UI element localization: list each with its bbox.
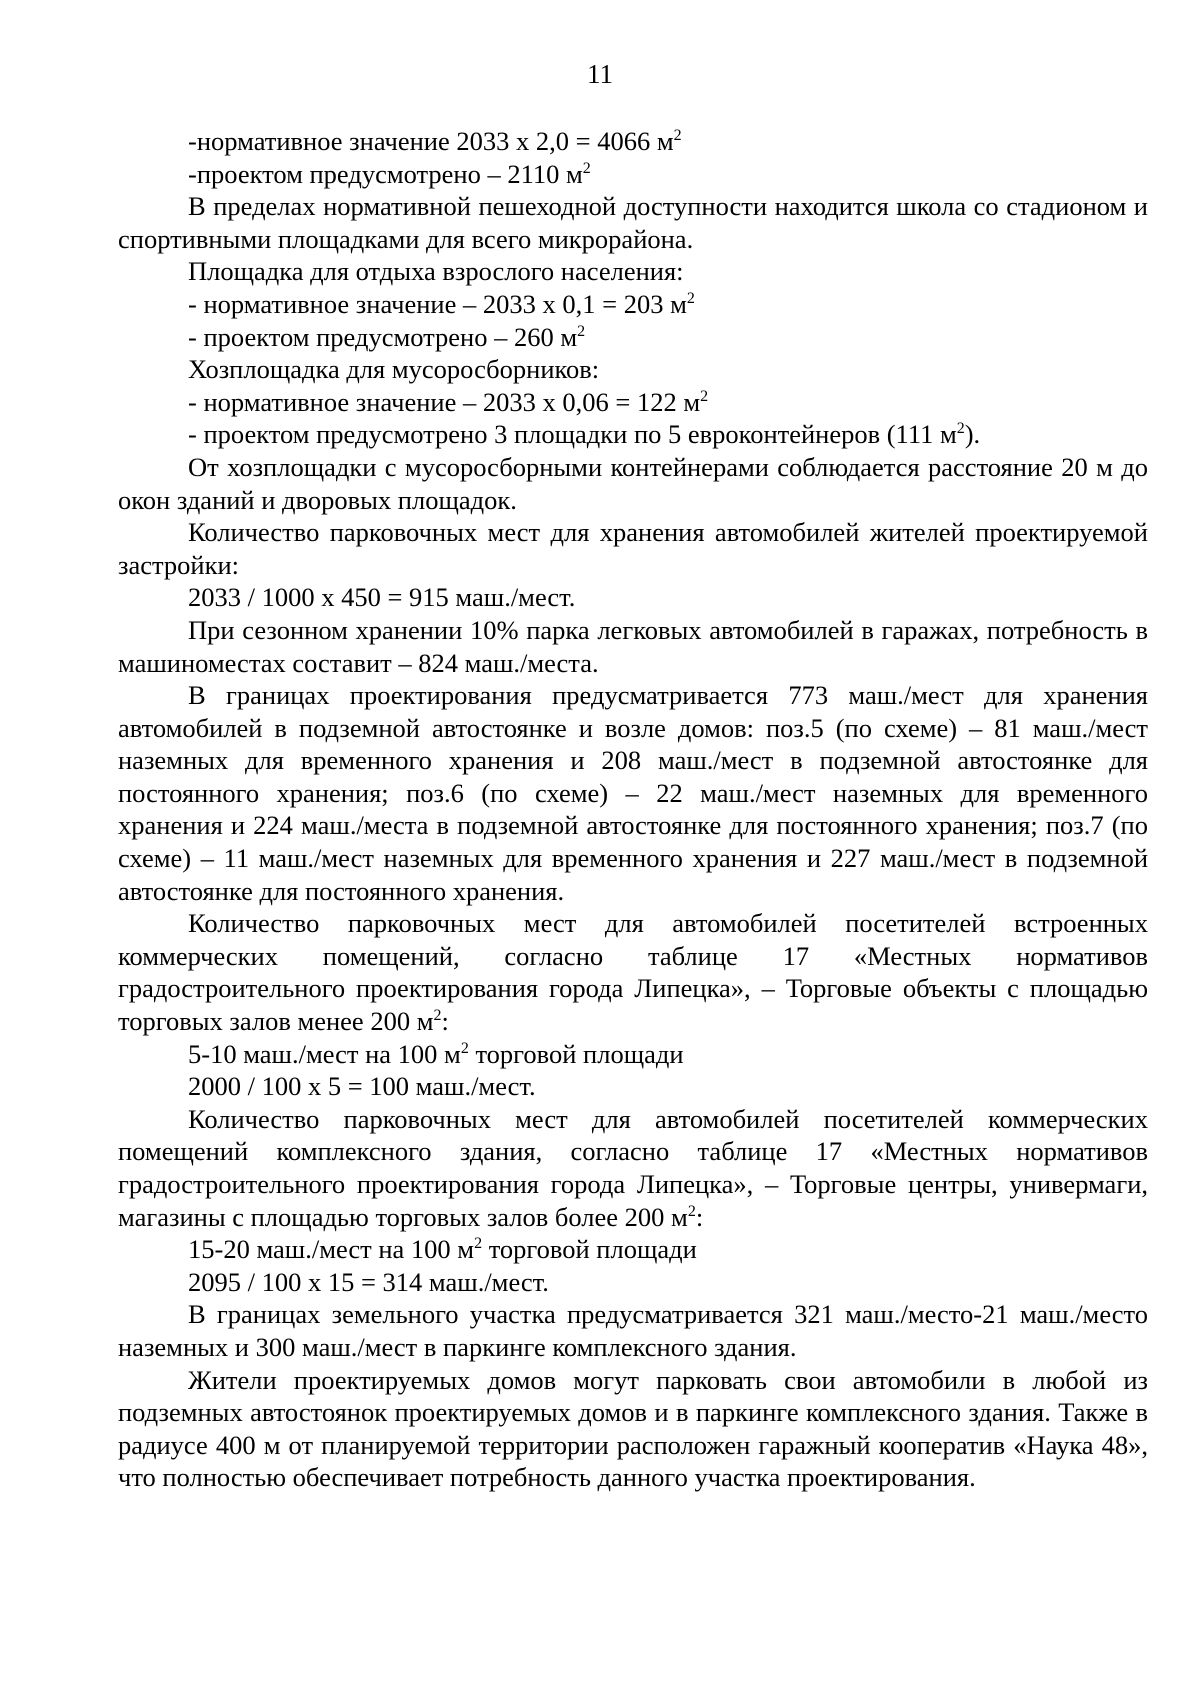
block-text: Количество парковочных мест для автомобилей посетителей встроенных коммерческих помещений, согласно таблице 17 «Местных нормативов градостроительного проектирования города Липецка», – Торговые объекты с площадью торговых залов менее 200 м (118, 908, 1148, 1037)
block-text-tail: торговой площади (468, 1038, 684, 1069)
superscript: 2 (582, 159, 591, 177)
block-text: Количество парковочных мест для хранения автомобилей жителей проектируемой застройки: (118, 517, 1148, 580)
text-line (118, 1266, 1148, 1299)
block-text: 2095 / 100 х 15 = 314 маш./мест. (188, 1266, 549, 1297)
block-text: В пределах нормативной пешеходной доступности находится школа со стадионом и спортивными площадками для всего микрорайона. (118, 191, 1148, 254)
superscript: 2 (474, 1235, 483, 1253)
text-line (118, 581, 1148, 614)
text-line (118, 418, 1148, 451)
block-text: Хозплощадка для мусоросборников: (188, 354, 600, 385)
block-text: - нормативное значение – 2033 х 0,1 = 203 м (188, 288, 687, 319)
block-text: Количество парковочных мест для автомобилей посетителей коммерческих помещений комплексного здания, согласно таблице 17 «Местных нормативов градостроительного проектирования города Липецка», – Торговые центры, универмаги, магазины с площадью торговых залов более 200 м (118, 1103, 1148, 1232)
text-line (118, 1070, 1148, 1103)
paragraph (118, 614, 1148, 679)
block-text: Площадка для отдыха взрослого населения: (188, 256, 684, 287)
paragraph (118, 1298, 1148, 1363)
paragraph (118, 1364, 1148, 1494)
text-line (118, 1233, 1148, 1266)
paragraph (118, 516, 1148, 581)
superscript: 2 (460, 1039, 469, 1057)
paragraph (118, 1103, 1148, 1233)
superscript: 2 (686, 289, 695, 307)
block-text: - нормативное значение – 2033 х 0,06 = 122 м (188, 386, 701, 417)
document-body (118, 125, 1148, 1494)
text-line (118, 1038, 1148, 1071)
block-text: Жители проектируемых домов могут парковать свои автомобили в любой из подземных автостоянок проектируемых домов и в паркинге комплексного здания. Также в радиусе 400 м от планируемой территории расположен гаражный кооператив «Наука 48», что полностью обеспечивает потребность данного участка проектирования. (118, 1364, 1148, 1493)
superscript: 2 (687, 1202, 696, 1220)
text-line (118, 288, 1148, 321)
block-text: В границах земельного участка предусматривается 321 маш./место-21 маш./место наземных и 300 маш./мест в паркинге комплексного здания. (118, 1299, 1148, 1362)
paragraph (118, 190, 1148, 255)
block-text: 2000 / 100 х 5 = 100 маш./мест. (188, 1071, 536, 1102)
block-text-tail: : (695, 1201, 704, 1232)
superscript: 2 (700, 387, 709, 405)
superscript: 2 (673, 127, 682, 144)
superscript: 2 (956, 420, 965, 438)
superscript: 2 (577, 322, 586, 340)
block-text: В границах проектирования предусматривается 773 маш./мест для хранения автомобилей в подземной автостоянке и возле домов: поз.5 (по схеме) – 81 маш./мест наземных для временного хранения и 208 маш./мест в подземной автостоянке для постоянного хранения; поз.6 (по схеме) – 22 маш./мест наземных для временного хранения и 224 маш./места в подземной автостоянке для постоянного хранения; поз.7 (по схеме) – 11 маш./мест наземных для временного хранения и 227 маш./мест в подземной автостоянке для постоянного хранения. (118, 680, 1148, 906)
block-text: -нормативное значение 2033 х 2,0 = 4066 м (188, 126, 674, 156)
paragraph (118, 679, 1148, 907)
block-text-tail: ). (964, 419, 981, 450)
text-line (118, 386, 1148, 419)
superscript: 2 (433, 1007, 442, 1025)
page-number: 11 (587, 59, 613, 89)
block-text: От хозплощадки с мусоросборными контейнерами соблюдается расстояние 20 м до окон зданий и дворовых площадок. (118, 451, 1148, 515)
block-text: 5-10 маш./мест на 100 м (188, 1038, 461, 1069)
block-text: - проектом предусмотрено 3 площадки по 5 евроконтейнеров (111 м (188, 419, 957, 450)
block-text-tail: торговой площади (482, 1234, 697, 1265)
text-line (118, 353, 1148, 386)
paragraph (118, 451, 1148, 516)
block-text-tail: : (441, 1006, 449, 1037)
block-text: 15-20 маш./мест на 100 м (188, 1234, 475, 1265)
text-line (118, 125, 1148, 158)
block-text: 2033 / 1000 х 450 = 915 маш./мест. (188, 582, 576, 613)
paragraph (118, 907, 1148, 1037)
text-line (118, 321, 1148, 354)
text-line (118, 158, 1148, 191)
text-line (118, 255, 1148, 288)
block-text: При сезонном хранении 10% парка легковых автомобилей в гаражах, потребность в машиноместах составит – 824 маш./места. (118, 614, 1148, 678)
block-text: -проектом предусмотрено – 2110 м (188, 158, 583, 189)
block-text: - проектом предусмотрено – 260 м (188, 321, 578, 352)
